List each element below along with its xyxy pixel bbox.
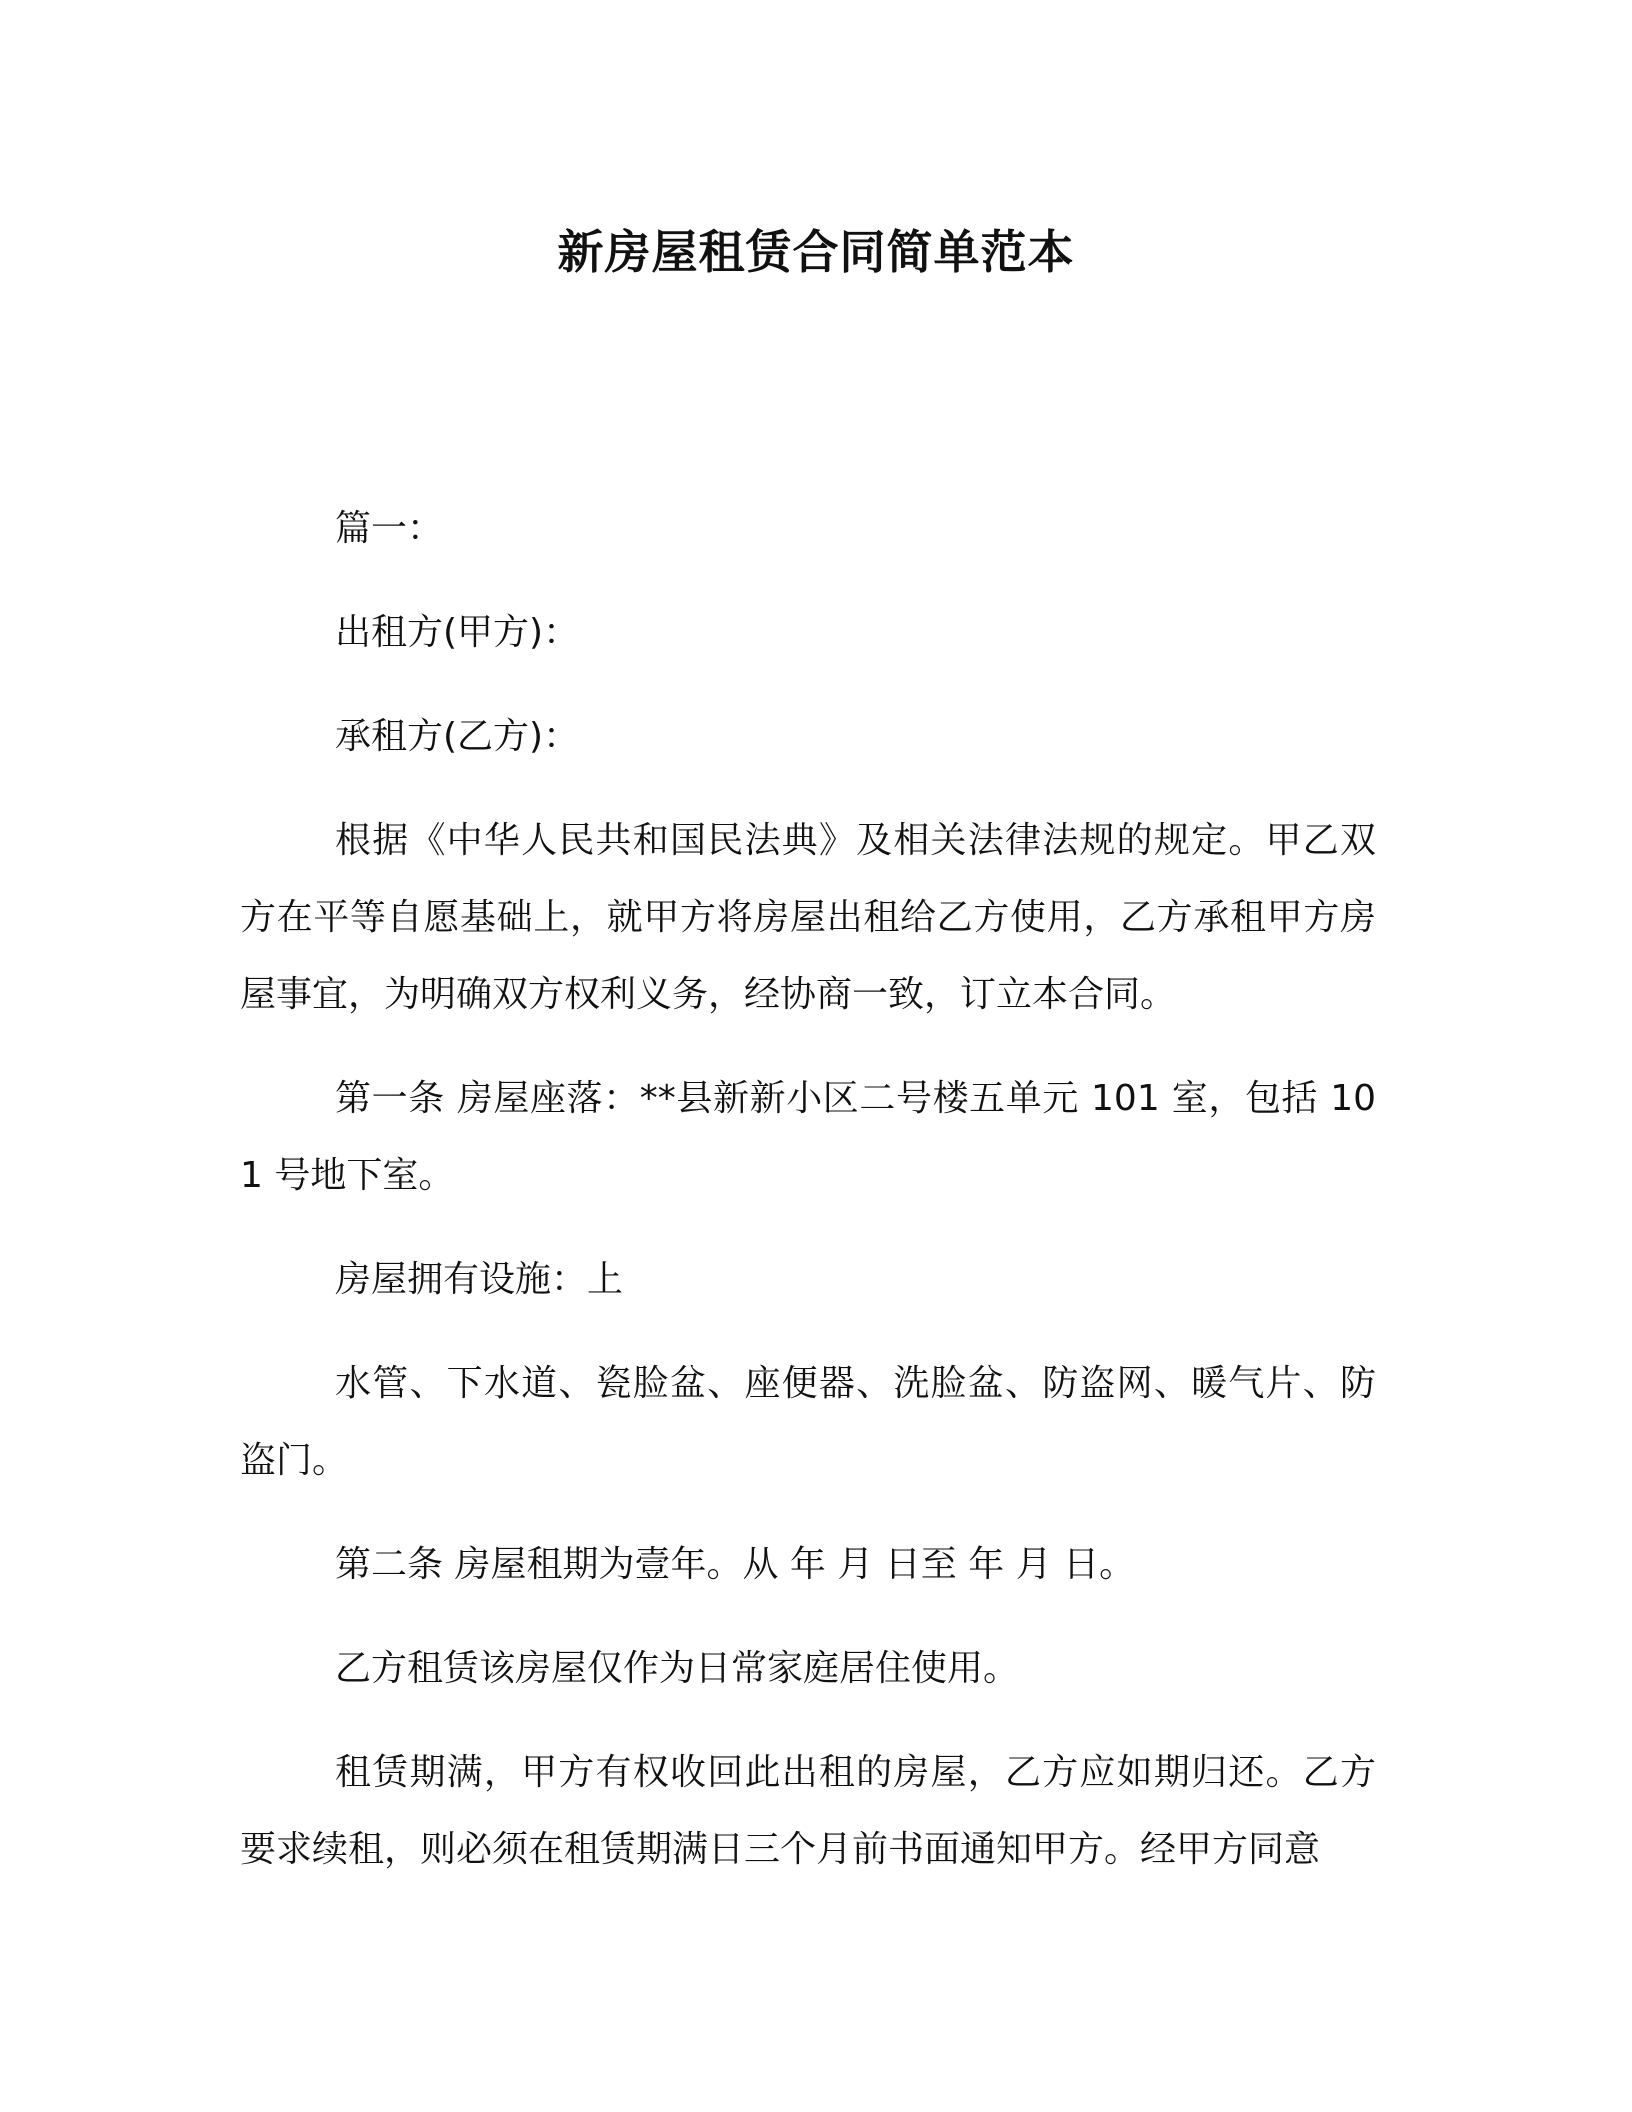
lessor-line: 出租方(甲方)： xyxy=(335,612,580,653)
lessee-line: 承租方(乙方)： xyxy=(335,716,580,757)
article-1-paragraph: 第一条 房屋座落：**县新新小区二号楼五单元 101 室，包括 101 号地下室。 xyxy=(240,1078,1376,1196)
document-title: 新房屋租赁合同简单范本 xyxy=(557,225,1075,279)
facilities-list: 水管、下水道、瓷脸盆、座便器、洗脸盆、防盗网、暖气片、防盗门。 xyxy=(240,1363,1376,1481)
section-label: 篇一： xyxy=(335,508,444,549)
facilities-label: 房屋拥有设施：上 xyxy=(335,1259,624,1300)
renewal-paragraph: 租赁期满，甲方有权收回此出租的房屋，乙方应如期归还。乙方要求续租，则必须在租赁期满日三个月前书面通知甲方。经甲方同意 xyxy=(240,1752,1376,1870)
usage-paragraph: 乙方租赁该房屋仅作为日常家庭居住使用。 xyxy=(335,1648,1020,1689)
preamble-paragraph: 根据《中华人民共和国民法典》及相关法律法规的规定。甲乙双方在平等自愿基础上，就甲方将房屋出租给乙方使用，乙方承租甲方房屋事宜，为明确双方权利义务，经协商一致，订立本合同。 xyxy=(240,820,1376,1015)
document-body xyxy=(240,490,1376,1888)
article-2-paragraph: 第二条 房屋租期为壹年。从 年 月 日至 年 月 日。 xyxy=(335,1544,1136,1585)
